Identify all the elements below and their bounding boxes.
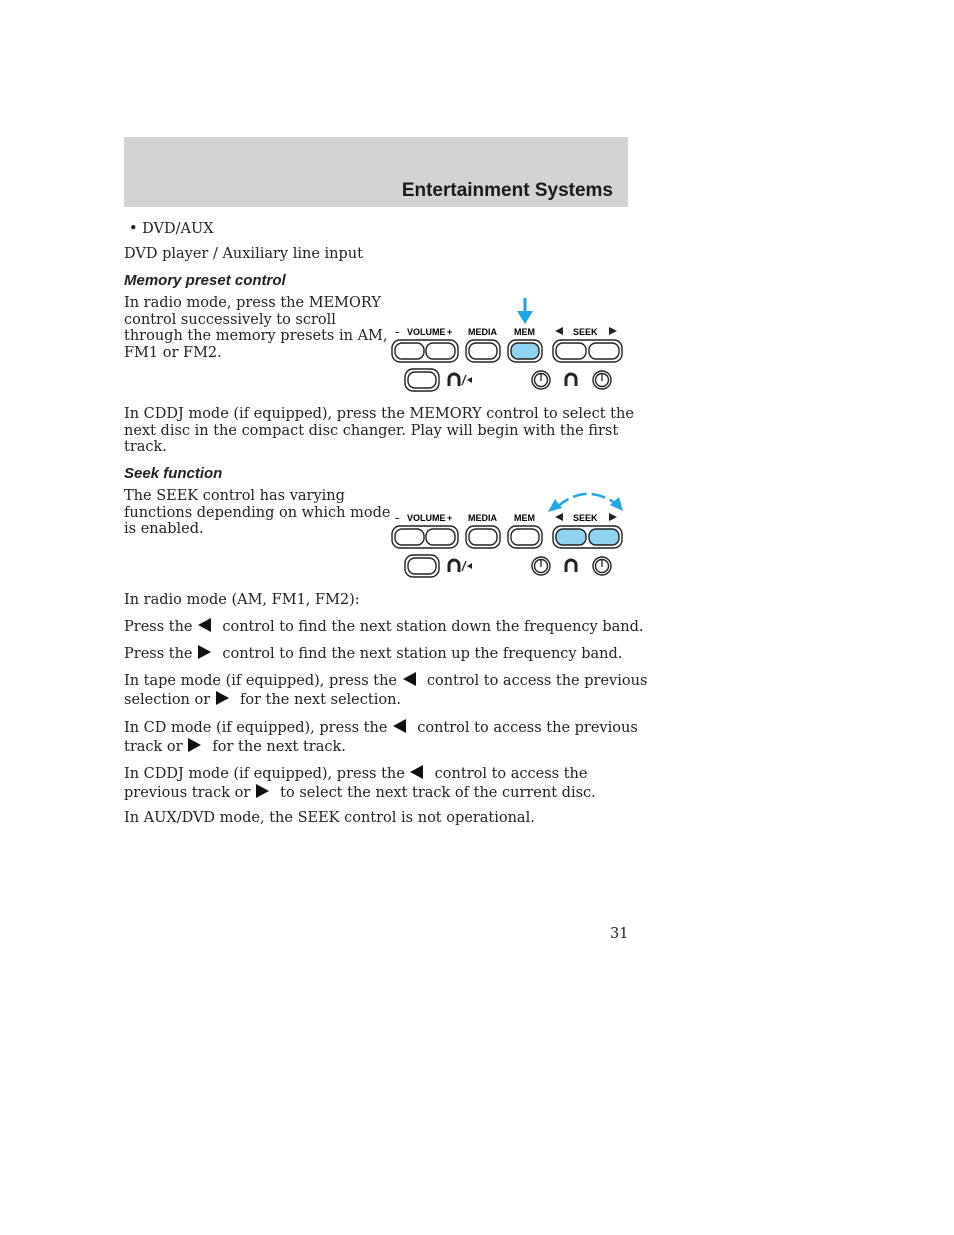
volume-plus: + bbox=[447, 327, 453, 337]
seek-right-icon bbox=[609, 327, 617, 335]
svg-text:MEM: MEM bbox=[514, 513, 535, 523]
memory-para1-l3: through the memory presets in AM, bbox=[124, 328, 388, 344]
memory-para2-l1: In CDDJ mode (if equipped), press the MEMORY control to select the bbox=[124, 406, 634, 422]
seek-down-button bbox=[556, 343, 586, 359]
memory-para1-l1: In radio mode, press the MEMORY bbox=[124, 295, 381, 311]
memory-para1-l4: FM1 or FM2. bbox=[124, 345, 222, 361]
seek-right-icon bbox=[215, 691, 231, 705]
mem-arrow bbox=[517, 298, 533, 324]
seek-left-icon bbox=[409, 765, 425, 779]
seek-curved-arrow bbox=[548, 494, 623, 512]
cddj-line2: previous track or to select the next track of the current disc. bbox=[124, 785, 596, 801]
cd-line1: In CD mode (if equipped), press the control to access the previous bbox=[124, 720, 638, 736]
seek-para1-l3: is enabled. bbox=[124, 521, 204, 537]
seek-left-icon bbox=[555, 327, 563, 335]
seek-left-icon bbox=[392, 719, 408, 733]
seek-left-icon bbox=[555, 513, 563, 521]
radio-up-line: Press the control to find the next station up the frequency band. bbox=[124, 646, 623, 662]
memory-heading: Memory preset control bbox=[124, 272, 286, 289]
page-title: Entertainment Systems bbox=[401, 180, 613, 201]
svg-text:VOLUME: VOLUME bbox=[407, 513, 446, 523]
power-button bbox=[408, 372, 436, 388]
media-label: MEDIA bbox=[468, 327, 497, 337]
memory-para1-l2: control successively to scroll bbox=[124, 312, 336, 328]
memory-para2-l3: track. bbox=[124, 439, 167, 455]
tape-line1: In tape mode (if equipped), press the control to access the previous bbox=[124, 673, 648, 689]
volume-up-button bbox=[426, 343, 455, 359]
media-button bbox=[469, 343, 497, 359]
svg-text:+: + bbox=[447, 513, 453, 523]
seek-left-icon bbox=[402, 672, 418, 686]
volume-minus: – bbox=[395, 328, 400, 337]
aux-line: In AUX/DVD mode, the SEEK control is not operational. bbox=[124, 810, 535, 826]
volume-label: VOLUME bbox=[407, 327, 446, 337]
mem-button bbox=[511, 343, 539, 359]
radio-controls-diagram-seek bbox=[385, 481, 630, 581]
bullet-description: DVD player / Auxiliary line input bbox=[124, 246, 363, 262]
memory-para2-l2: next disc in the compact disc changer. Play will begin with the first bbox=[124, 423, 619, 439]
seek-right-icon bbox=[197, 645, 213, 659]
radio-controls-diagram-mem bbox=[385, 295, 630, 395]
seek-para1-l2: functions depending on which mode bbox=[124, 505, 391, 521]
svg-text:SEEK: SEEK bbox=[573, 513, 598, 523]
svg-text:MEDIA: MEDIA bbox=[468, 513, 497, 523]
seek-heading: Seek function bbox=[124, 465, 223, 482]
seek-down-button bbox=[556, 529, 586, 545]
seek-up-button bbox=[589, 343, 619, 359]
radio-down-line: Press the control to find the next station down the frequency band. bbox=[124, 619, 644, 635]
radio-intro: In radio mode (AM, FM1, FM2): bbox=[124, 592, 360, 608]
tape-line2: selection or for the next selection. bbox=[124, 692, 402, 708]
seek-right-icon bbox=[187, 738, 203, 752]
seek-para1-l1: The SEEK control has varying bbox=[124, 488, 345, 504]
seek-left-icon bbox=[197, 618, 213, 632]
seek-label: SEEK bbox=[573, 327, 598, 337]
bullet-item: • DVD/AUX bbox=[129, 221, 214, 237]
cddj-line1: In CDDJ mode (if equipped), press the control to access the bbox=[124, 766, 588, 782]
mem-label: MEM bbox=[514, 327, 535, 337]
svg-text:–: – bbox=[395, 514, 400, 523]
header-band bbox=[124, 137, 628, 207]
seek-right-icon bbox=[255, 784, 271, 798]
seek-right-icon bbox=[609, 513, 617, 521]
seek-up-button bbox=[589, 529, 619, 545]
cd-line2: track or for the next track. bbox=[124, 739, 346, 755]
page-number: 31 bbox=[610, 926, 629, 942]
volume-down-button bbox=[395, 343, 424, 359]
